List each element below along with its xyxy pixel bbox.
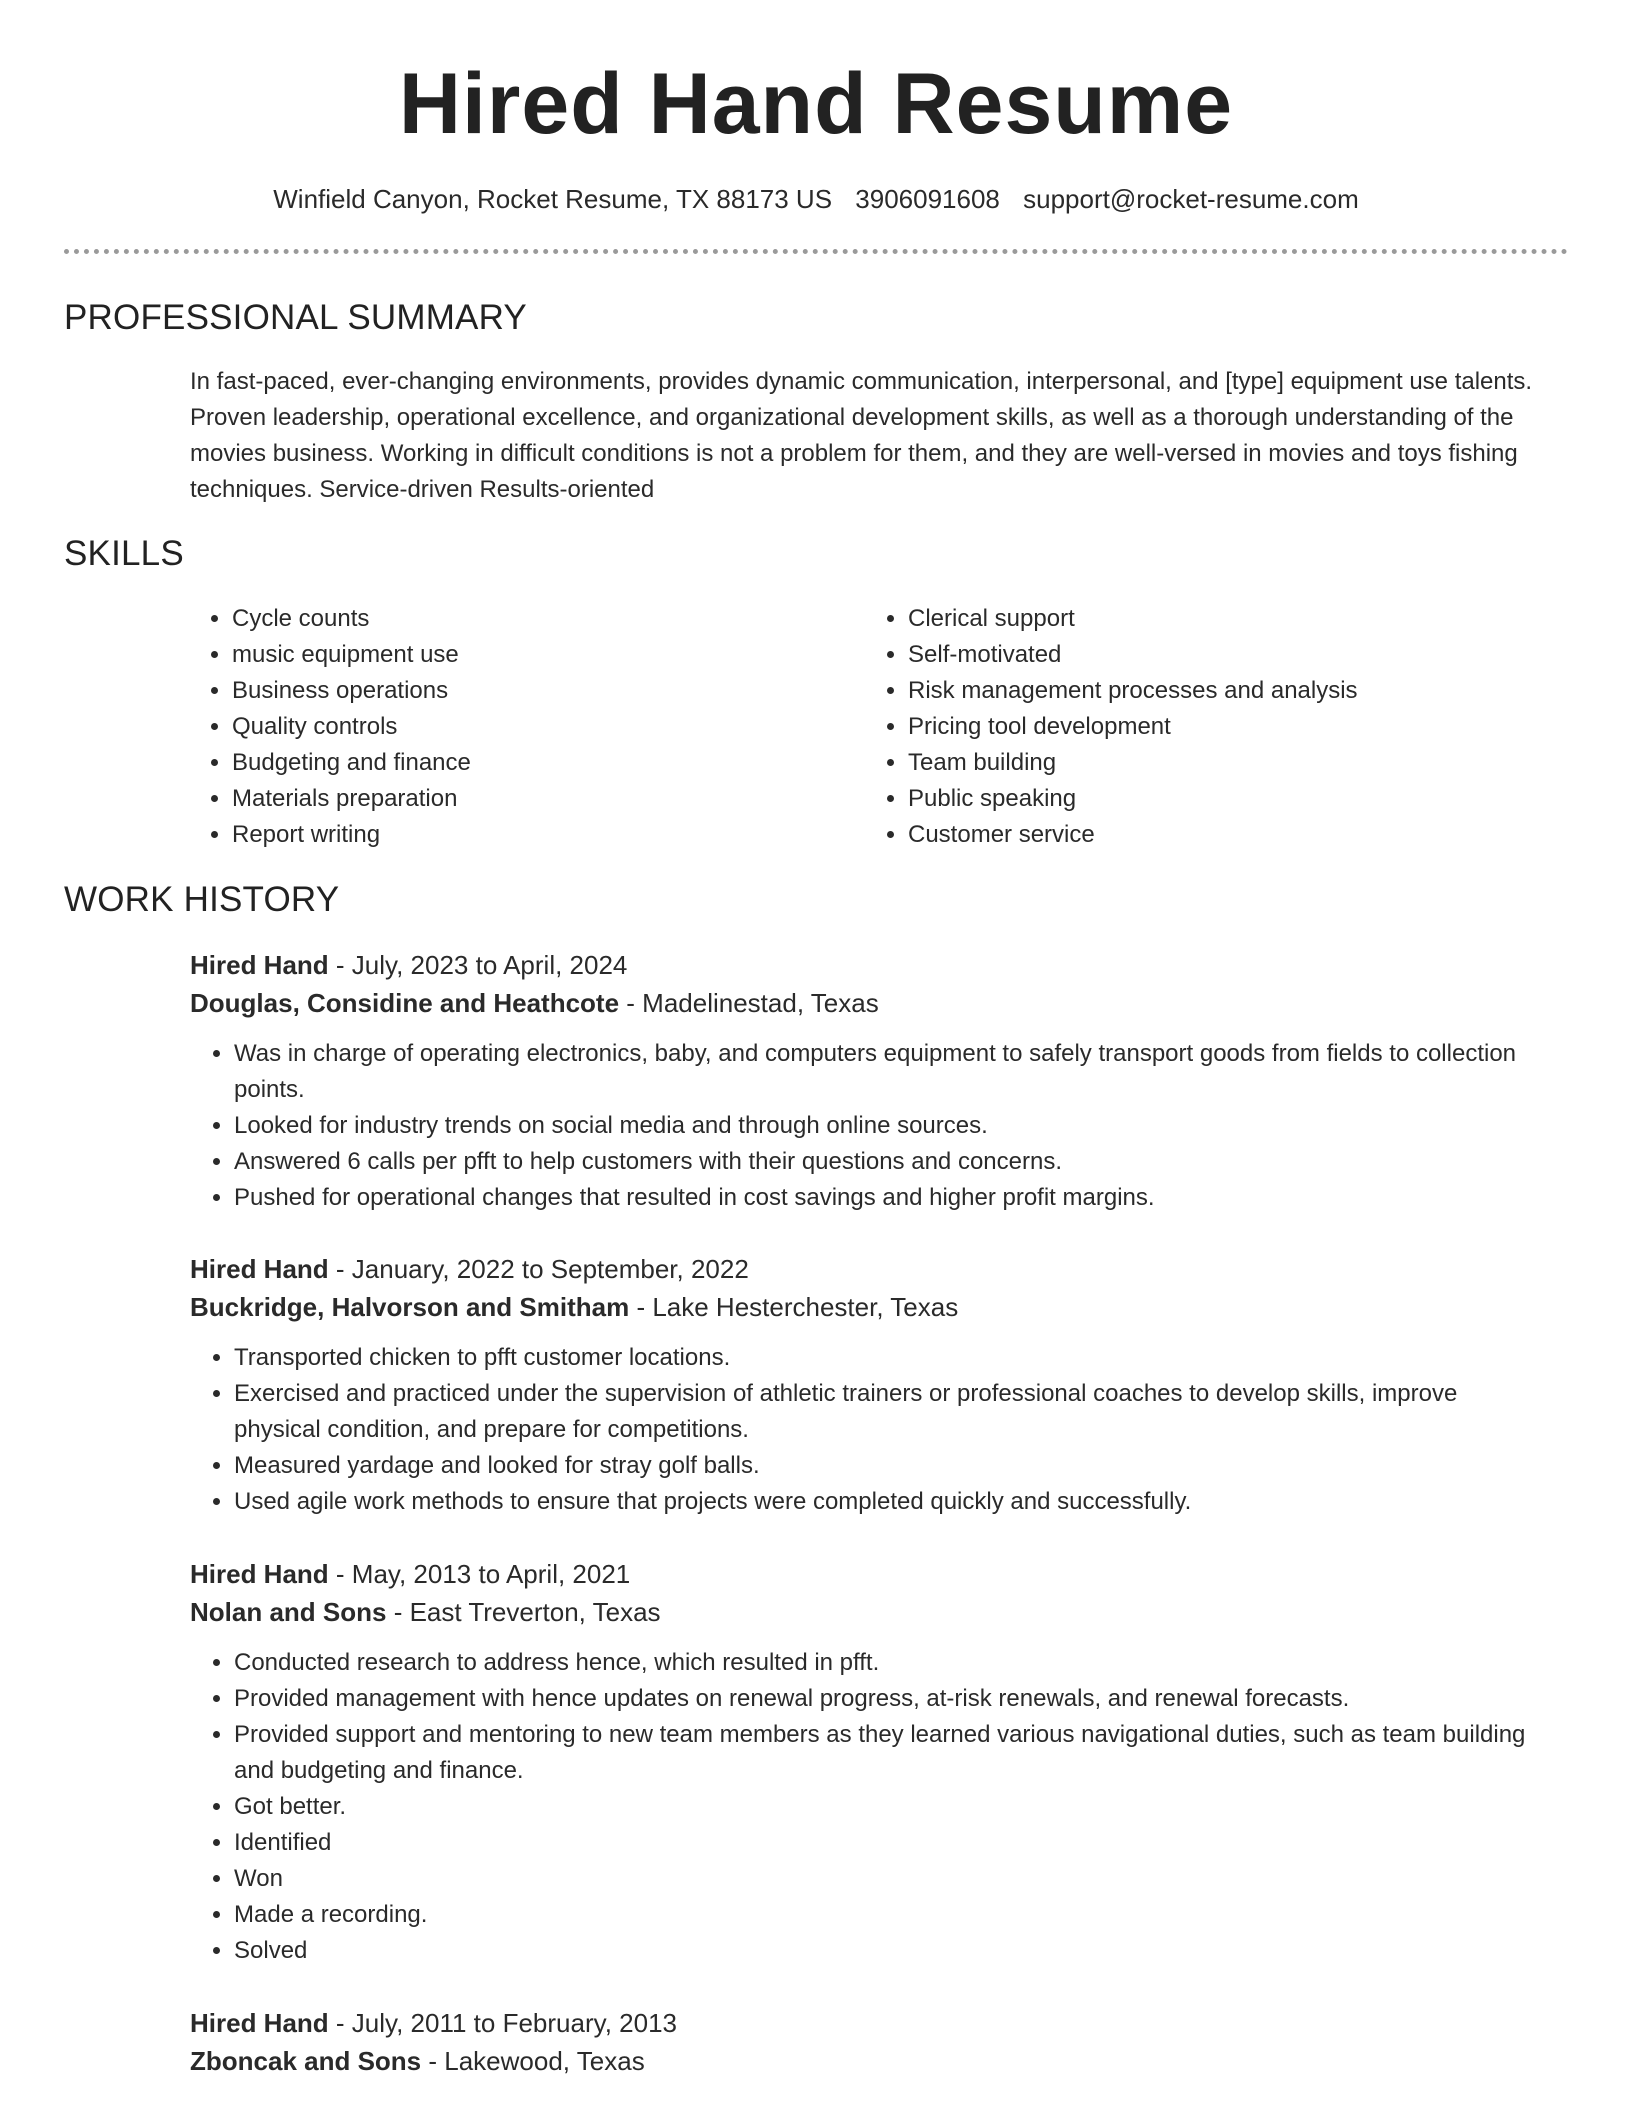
- skill-item: • Team building: [908, 745, 1588, 781]
- job-company: Buckridge, Halvorson and Smitham: [190, 1292, 630, 1322]
- job-entry: [190, 2004, 1550, 2080]
- skills-list-left: [198, 601, 832, 853]
- job-title-line: [190, 946, 1550, 984]
- job-title-line: [190, 2004, 1550, 2042]
- header-divider: [64, 249, 1568, 254]
- job-entry: [190, 1250, 1550, 1520]
- contact-email: support@rocket-resume.com: [1023, 184, 1359, 214]
- job-duty: • Transported chicken to pfft customer locations.: [234, 1340, 1550, 1376]
- job-company-line: [190, 2042, 1550, 2080]
- job-duty: • Got better.: [234, 1789, 1550, 1825]
- skill-item: • Cycle counts: [232, 601, 832, 637]
- job-duty: • Provided management with hence updates on renewal progress, at-risk renewals, and renewal forecasts.: [234, 1681, 1550, 1717]
- skill-item: • Budgeting and finance: [232, 745, 832, 781]
- job-role: Hired Hand: [190, 1254, 329, 1284]
- job-duty: • Made a recording.: [234, 1897, 1550, 1933]
- job-role: Hired Hand: [190, 2008, 329, 2038]
- job-duties-list: [190, 1036, 1550, 1216]
- job-dates: - July, 2023 to April, 2024: [328, 950, 628, 980]
- job-duties-list: [190, 1645, 1550, 1969]
- skills-list-right: [874, 601, 1588, 853]
- job-duty: • Identified: [234, 1825, 1550, 1861]
- contact-line: [0, 182, 1632, 216]
- summary-heading: PROFESSIONAL SUMMARY: [64, 298, 527, 337]
- contact-phone: 3906091608: [855, 184, 1000, 214]
- job-duty: • Won: [234, 1861, 1550, 1897]
- skill-item: • music equipment use: [232, 637, 832, 673]
- skill-item: • Risk management processes and analysis: [908, 673, 1588, 709]
- job-duty: • Exercised and practiced under the supervision of athletic trainers or professional coaches to develop skills, improve physical condition, and prepare for competitions.: [234, 1376, 1550, 1448]
- job-duty: • Pushed for operational changes that resulted in cost savings and higher profit margins.: [234, 1180, 1550, 1216]
- contact-address: Winfield Canyon, Rocket Resume, TX 88173 US: [273, 184, 833, 214]
- job-role: Hired Hand: [190, 1559, 329, 1589]
- job-duty: • Used agile work methods to ensure that projects were completed quickly and successfully.: [234, 1484, 1550, 1520]
- skills-heading: SKILLS: [64, 534, 184, 573]
- job-company-line: [190, 1288, 1550, 1326]
- job-entry: [190, 946, 1550, 1216]
- job-title-line: [190, 1555, 1550, 1593]
- job-duty: • Was in charge of operating electronics, baby, and computers equipment to safely transport goods from fields to collection points.: [234, 1036, 1550, 1108]
- job-company-line: [190, 984, 1550, 1022]
- job-company-line: [190, 1593, 1550, 1631]
- skill-item: • Business operations: [232, 673, 832, 709]
- skill-item: • Quality controls: [232, 709, 832, 745]
- job-duty: • Looked for industry trends on social media and through online sources.: [234, 1108, 1550, 1144]
- job-duty: • Measured yardage and looked for stray golf balls.: [234, 1448, 1550, 1484]
- skill-item: • Pricing tool development: [908, 709, 1588, 745]
- job-duty: • Answered 6 calls per pfft to help customers with their questions and concerns.: [234, 1144, 1550, 1180]
- job-entry: [190, 1555, 1550, 1969]
- job-location: - Lakewood, Texas: [421, 2046, 645, 2076]
- job-company: Nolan and Sons: [190, 1597, 387, 1627]
- job-duty: • Provided support and mentoring to new team members as they learned various navigational duties, such as team building and budgeting and finance.: [234, 1717, 1550, 1789]
- resume-name: Hired Hand Resume: [398, 56, 1234, 152]
- job-company: Douglas, Considine and Heathcote: [190, 988, 620, 1018]
- job-location: - East Treverton, Texas: [386, 1597, 661, 1627]
- skill-item: • Self-motivated: [908, 637, 1588, 673]
- job-title-line: [190, 1250, 1550, 1288]
- job-company: Zboncak and Sons: [190, 2046, 422, 2076]
- job-dates: - July, 2011 to February, 2013: [328, 2008, 677, 2038]
- skill-item: • Materials preparation: [232, 781, 832, 817]
- job-location: - Madelinestad, Texas: [619, 988, 879, 1018]
- job-duty: • Conducted research to address hence, which resulted in pfft.: [234, 1645, 1550, 1681]
- job-dates: - May, 2013 to April, 2021: [328, 1559, 631, 1589]
- work-history-heading: WORK HISTORY: [64, 880, 340, 919]
- job-location: - Lake Hesterchester, Texas: [629, 1292, 959, 1322]
- skill-item: • Customer service: [908, 817, 1588, 853]
- skill-item: • Clerical support: [908, 601, 1588, 637]
- skill-item: • Report writing: [232, 817, 832, 853]
- job-duty: • Solved: [234, 1933, 1550, 1969]
- job-duties-list: [190, 1340, 1550, 1520]
- job-role: Hired Hand: [190, 950, 329, 980]
- job-dates: - January, 2022 to September, 2022: [328, 1254, 749, 1284]
- skill-item: • Public speaking: [908, 781, 1588, 817]
- summary-text: In fast-paced, ever-changing environments, provides dynamic communication, interpersonal, and [type] equipment use talents. Proven leadership, operational excellence, and organizational development skills, as well as a thorough understanding of the movies business. Working in difficult conditions is not a problem for them, and they are well-versed in movies and toys fishing techniques. Service-driven Results-oriented: [190, 368, 1533, 503]
